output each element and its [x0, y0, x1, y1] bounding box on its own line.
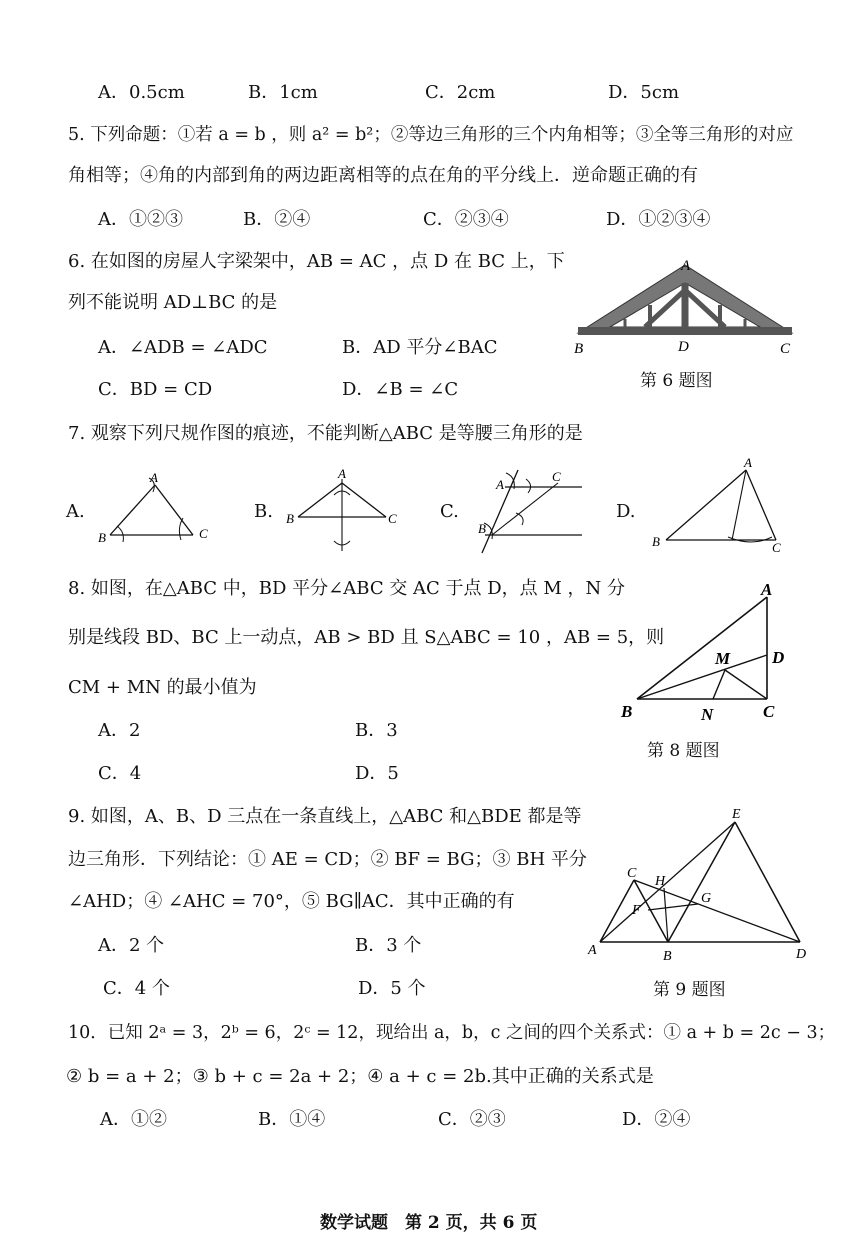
svg-text:B: B	[663, 949, 672, 964]
q8-option-b: B．3	[355, 720, 398, 741]
q5-option-b: B．②④	[243, 209, 311, 230]
q6-label-b: B	[574, 341, 584, 357]
svg-text:M: M	[715, 649, 731, 668]
svg-text:E: E	[732, 807, 741, 822]
svg-text:A: A	[588, 943, 597, 958]
q7-option-c-letter: C.	[440, 501, 459, 522]
q8-stem-line1: 8. 如图，在△ABC 中，BD 平分∠ABC 交 AC 于点 D，点 M ，N 分	[68, 578, 626, 599]
q6-roof-truss-figure	[570, 255, 800, 360]
q10-option-d: D．②④	[622, 1109, 691, 1130]
q9-equilateral-triangles-figure	[580, 800, 815, 965]
svg-text:A: A	[150, 470, 158, 485]
svg-text:B: B	[98, 530, 106, 545]
q4-option-c: C．2cm	[425, 82, 496, 103]
svg-text:C: C	[199, 526, 208, 541]
q5-stem-line1: 5. 下列命题：①若 a = b ，则 a² = b²；②等边三角形的三个内角相等；③全等三角形的对应	[68, 125, 794, 145]
svg-text:G: G	[701, 891, 712, 906]
q5-option-a: A．①②③	[98, 209, 183, 230]
q8-triangle-figure	[615, 575, 825, 725]
q7-figure-c	[470, 465, 590, 557]
q9-stem-line1: 9. 如图，A、B、D 三点在一条直线上，△ABC 和△BDE 都是等	[68, 806, 582, 827]
q10-stem-line2: ② b = a + 2；③ b + c = 2a + 2；④ a + c = 2b.其中正确的关系式是	[66, 1066, 654, 1087]
svg-text:A: A	[744, 455, 752, 470]
q6-option-a: A．∠ADB = ∠ADC	[98, 337, 268, 358]
svg-text:D: D	[796, 947, 807, 962]
q9-caption: 第 9 题图	[653, 980, 726, 1000]
svg-text:C: C	[388, 511, 397, 526]
q7-figure-a	[95, 470, 220, 550]
q5-option-d: D．①②③④	[606, 209, 711, 230]
q8-option-a: A．2	[98, 720, 141, 741]
q4-option-b: B．1cm	[248, 82, 318, 103]
q9-option-a: A．2 个	[98, 935, 165, 956]
q6-stem-line1: 6. 在如图的房屋人字梁架中，AB = AC ，点 D 在 BC 上，下	[68, 251, 565, 272]
q10-option-b: B．①④	[258, 1109, 326, 1130]
q7-figure-b	[282, 465, 407, 555]
q8-stem-line3: CM + MN 的最小值为	[68, 677, 257, 698]
svg-text:F: F	[632, 903, 641, 918]
q7-option-b-letter: B.	[254, 501, 273, 522]
svg-text:A: A	[496, 477, 504, 492]
q10-option-c: C．②③	[438, 1109, 506, 1130]
svg-text:C: C	[627, 866, 637, 881]
q10-stem-line1: 10．已知 2ᵃ = 3，2ᵇ = 6，2ᶜ = 12，现给出 a，b，c 之间的四个关系式：① a + b = 2c − 3；	[68, 1023, 836, 1043]
q6-label-c: C	[780, 341, 791, 357]
svg-text:C: C	[772, 540, 781, 555]
svg-text:N: N	[701, 705, 714, 724]
q8-option-c: C．4	[98, 763, 142, 784]
svg-text:C: C	[552, 469, 561, 484]
svg-text:C: C	[763, 702, 775, 721]
svg-text:A: A	[761, 580, 773, 599]
q8-caption: 第 8 题图	[647, 741, 720, 761]
svg-text:D: D	[772, 648, 785, 667]
q9-stem-line2: 边三角形．下列结论：① AE = CD；② BF = BG；③ BH 平分	[68, 849, 587, 870]
svg-text:A: A	[338, 466, 346, 481]
q6-option-c: C．BD = CD	[98, 379, 213, 400]
svg-text:B: B	[478, 521, 486, 536]
q10-option-a: A．①②	[100, 1109, 167, 1130]
q7-option-a-letter: A.	[66, 501, 85, 522]
q8-option-d: D．5	[355, 763, 399, 784]
q4-option-d: D．5cm	[608, 82, 680, 103]
q6-label-a: A	[681, 258, 691, 274]
svg-text:B: B	[286, 511, 294, 526]
q9-option-d: D．5 个	[358, 978, 426, 999]
q7-stem: 7. 观察下列尺规作图的痕迹，不能判断△ABC 是等腰三角形的是	[68, 423, 583, 444]
q6-label-d: D	[678, 339, 689, 355]
q7-figure-d	[648, 455, 788, 555]
svg-text:B: B	[652, 534, 660, 549]
q6-stem-line2: 列不能说明 AD⊥BC 的是	[68, 292, 278, 313]
q6-caption: 第 6 题图	[640, 371, 713, 391]
q5-stem-line2: 角相等；④角的内部到角的两边距离相等的点在角的平分线上．逆命题正确的有	[68, 165, 698, 186]
q7-option-d-letter: D.	[616, 501, 636, 522]
q4-option-a: A．0.5cm	[98, 82, 185, 103]
q6-option-b: B．AD 平分∠BAC	[342, 337, 498, 358]
q9-option-b: B．3 个	[355, 935, 422, 956]
svg-text:H: H	[655, 874, 666, 889]
q6-option-d: D．∠B = ∠C	[342, 379, 459, 400]
q9-option-c: C．4 个	[103, 978, 170, 999]
q8-stem-line2: 别是线段 BD、BC 上一动点，AB > BD 且 S△ABC = 10 ，AB = 5，则	[68, 627, 665, 648]
q5-option-c: C．②③④	[423, 209, 509, 230]
svg-text:B: B	[621, 702, 633, 721]
page-footer: 数学试题 第 2 页，共 6 页	[320, 1213, 538, 1233]
q9-stem-line3: ∠AHD；④ ∠AHC = 70°，⑤ BG∥AC．其中正确的有	[68, 891, 515, 912]
